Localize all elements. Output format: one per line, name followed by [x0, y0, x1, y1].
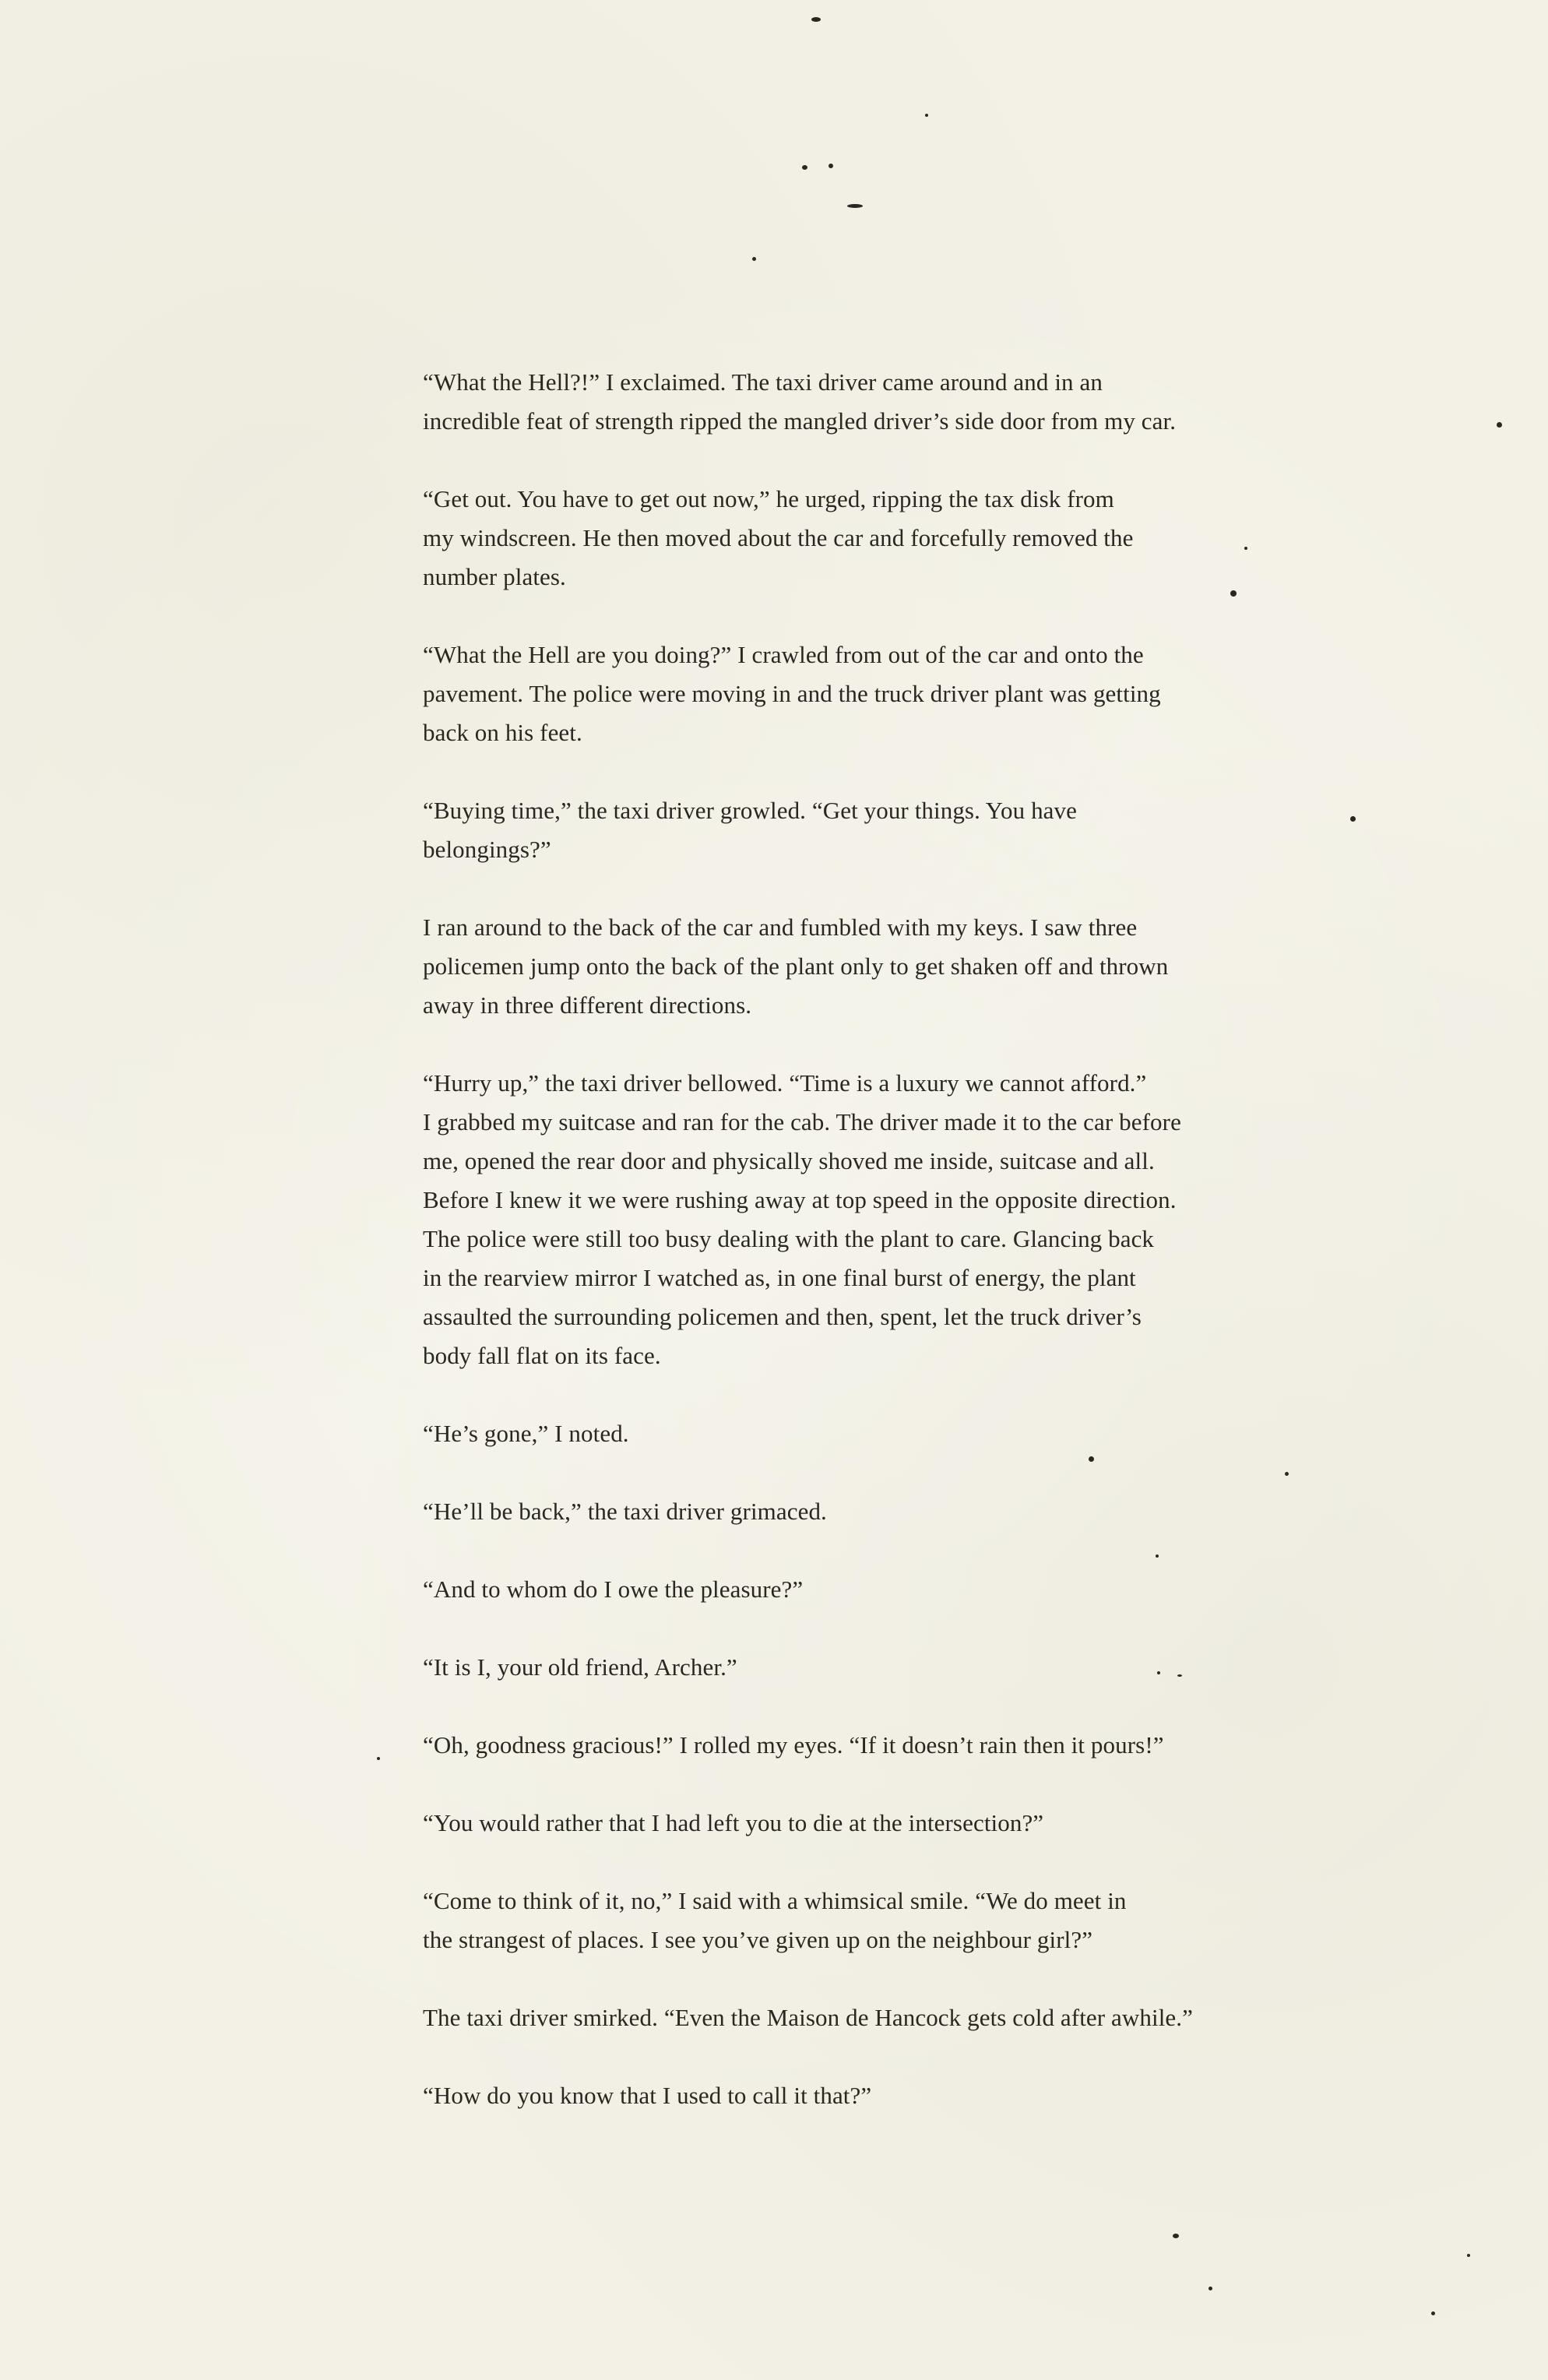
text-line: “What the Hell?!” I exclaimed. The taxi driver came around and in an	[423, 368, 1103, 396]
paper-speck	[1467, 2254, 1470, 2257]
text-line: “How do you know that I used to call it that?”	[423, 2082, 872, 2109]
text-line: “Get out. You have to get out now,” he urged, ripping the tax disk from	[423, 485, 1114, 512]
paragraph	[423, 635, 1264, 752]
text-line: Before I knew it we were rushing away at top speed in the opposite direction.	[423, 1186, 1177, 1213]
text-line: pavement. The police were moving in and the truck driver plant was getting	[423, 680, 1161, 707]
paragraph	[423, 1882, 1264, 1959]
text-line: “You would rather that I had left you to die at the intersection?”	[423, 1809, 1044, 1836]
text-line: my windscreen. He then moved about the car and forcefully removed the	[423, 524, 1134, 551]
paragraph	[423, 1998, 1264, 2037]
text-line: body fall flat on its face.	[423, 1342, 661, 1369]
text-line: “He’ll be back,” the taxi driver grimaced.	[423, 1498, 827, 1525]
text-line: policemen jump onto the back of the plant only to get shaken off and thrown	[423, 952, 1169, 980]
paragraph	[423, 791, 1264, 869]
text-line: The police were still too busy dealing with the plant to care. Glancing back	[423, 1225, 1155, 1252]
paragraph	[423, 1064, 1264, 1375]
text-line: back on his feet.	[423, 719, 582, 746]
text-line: The taxi driver smirked. “Even the Maison de Hancock gets cold after awhile.”	[423, 2004, 1193, 2031]
paragraph	[423, 1804, 1264, 1843]
text-line: assaulted the surrounding policemen and then, spent, let the truck driver’s	[423, 1303, 1142, 1330]
text-line: in the rearview mirror I watched as, in one final burst of energy, the plant	[423, 1264, 1136, 1291]
paragraph	[423, 908, 1264, 1025]
text-line: belongings?”	[423, 836, 551, 863]
text-line: “Oh, goodness gracious!” I rolled my eyes. “If it doesn’t rain then it pours!”	[423, 1731, 1164, 1759]
paper-speck	[811, 17, 821, 22]
paper-speck	[925, 114, 928, 117]
paragraph	[423, 1414, 1264, 1453]
paragraph	[423, 1726, 1264, 1765]
paper-speck	[1431, 2311, 1435, 2315]
text-line: “And to whom do I owe the pleasure?”	[423, 1576, 804, 1603]
paragraph	[423, 1570, 1264, 1609]
paper-speck	[847, 204, 863, 208]
paper-speck	[752, 257, 756, 261]
text-line: me, opened the rear door and physically shoved me inside, suitcase and all.	[423, 1147, 1155, 1174]
paper-speck	[1173, 2234, 1179, 2238]
text-line: incredible feat of strength ripped the mangled driver’s side door from my car.	[423, 407, 1177, 435]
text-line: I grabbed my suitcase and ran for the cab. The driver made it to the car before	[423, 1108, 1181, 1135]
book-page-text	[423, 363, 1264, 2154]
paragraph	[423, 1492, 1264, 1531]
paragraph	[423, 363, 1264, 441]
paragraph	[423, 480, 1264, 597]
text-line: away in three different directions.	[423, 991, 752, 1019]
paper-speck	[1285, 1472, 1289, 1476]
paper-speck	[829, 164, 833, 168]
text-line: “Buying time,” the taxi driver growled. “Get your things. You have	[423, 797, 1077, 824]
text-line: “Hurry up,” the taxi driver bellowed. “Time is a luxury we cannot afford.”	[423, 1069, 1147, 1097]
text-line: “Come to think of it, no,” I said with a whimsical smile. “We do meet in	[423, 1887, 1127, 1914]
paragraph	[423, 1648, 1264, 1687]
paper-speck	[1497, 422, 1502, 428]
paragraph	[423, 2076, 1264, 2115]
paper-speck	[1208, 2287, 1212, 2290]
paper-speck	[377, 1757, 380, 1760]
text-line: number plates.	[423, 563, 566, 590]
text-line: “What the Hell are you doing?” I crawled from out of the car and onto the	[423, 641, 1144, 668]
paper-speck	[1350, 816, 1356, 822]
paper-speck	[802, 165, 807, 170]
text-line: I ran around to the back of the car and fumbled with my keys. I saw three	[423, 914, 1138, 941]
text-line: “It is I, your old friend, Archer.”	[423, 1653, 737, 1681]
text-line: “He’s gone,” I noted.	[423, 1420, 629, 1447]
text-line: the strangest of places. I see you’ve given up on the neighbour girl?”	[423, 1926, 1093, 1953]
